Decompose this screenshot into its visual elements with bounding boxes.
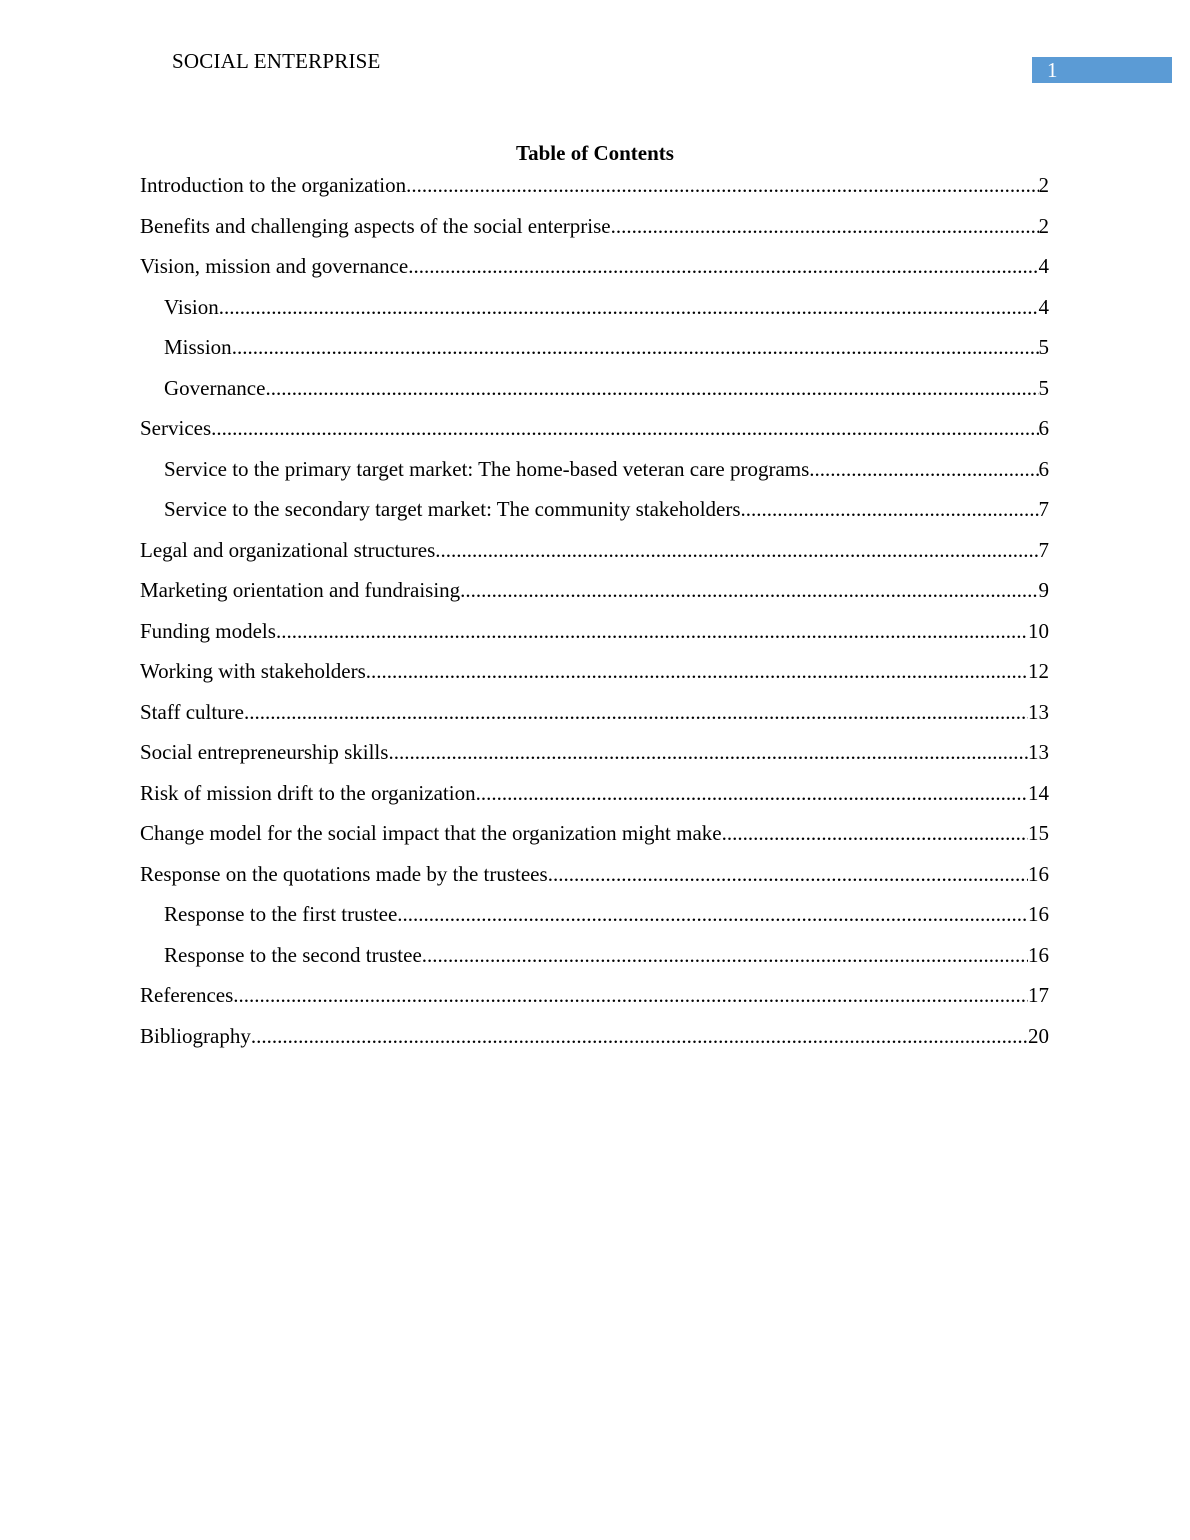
- toc-leader-dots: [611, 212, 1039, 240]
- toc-entry-page: 7: [1038, 537, 1049, 562]
- toc-leader-dots: [406, 171, 1038, 199]
- toc-entry[interactable]: [140, 819, 1049, 860]
- toc-leader-dots: [422, 941, 1028, 969]
- toc-entry-label: Vision: [164, 294, 219, 319]
- toc-entry[interactable]: [140, 698, 1049, 739]
- page-number-badge: [1032, 57, 1172, 83]
- toc-leader-dots: [397, 900, 1028, 928]
- toc-leader-dots: [211, 414, 1038, 442]
- toc-entry-label: Legal and organizational structures: [140, 537, 436, 562]
- toc-entry-page: 13: [1028, 740, 1049, 764]
- toc-entry[interactable]: [140, 333, 1049, 374]
- toc-entry-label: Response on the quotations made by the trustees: [140, 861, 548, 886]
- toc-leader-dots: [233, 981, 1028, 1009]
- toc-entry-page: 9: [1038, 578, 1049, 602]
- toc-entry-page: 14: [1028, 780, 1049, 805]
- toc-leader-dots: [366, 657, 1028, 685]
- toc-entry-page: 12: [1028, 659, 1049, 683]
- toc-entry-label: Change model for the social impact that the organization might make: [140, 821, 722, 845]
- toc-leader-dots: [548, 860, 1028, 888]
- toc-entry[interactable]: [140, 900, 1049, 941]
- toc-entry-page: 16: [1028, 902, 1049, 926]
- toc-entry[interactable]: [140, 293, 1049, 334]
- toc-entry[interactable]: [140, 536, 1049, 577]
- toc-entry[interactable]: [140, 860, 1049, 901]
- toc-entry-label: Introduction to the organization: [140, 173, 407, 197]
- toc-leader-dots: [244, 698, 1028, 726]
- toc-entry-label: Response to the first trustee: [164, 902, 398, 926]
- running-head: SOCIAL ENTERPRISE: [172, 49, 381, 73]
- toc-entry-page: 15: [1028, 821, 1049, 845]
- toc-entry-label: Funding models: [140, 618, 276, 643]
- toc-entry-label: References: [140, 983, 234, 1007]
- toc-leader-dots: [276, 617, 1028, 645]
- toc-leader-dots: [251, 1022, 1028, 1050]
- toc-entry-label: Vision, mission and governance: [140, 254, 409, 278]
- toc-entry-label: Social entrepreneurship skills: [140, 740, 389, 764]
- toc-title: Table of Contents: [516, 141, 674, 165]
- toc-entry-page: 6: [1038, 416, 1049, 440]
- table-of-contents: [140, 171, 1049, 1062]
- toc-entry-page: 5: [1038, 335, 1049, 359]
- toc-leader-dots: [219, 293, 1039, 321]
- toc-entry-page: 2: [1038, 213, 1049, 238]
- toc-entry-label: Service to the primary target market: The home-based veteran care programs: [164, 456, 810, 481]
- toc-entry-label: Services: [140, 416, 212, 440]
- toc-entry[interactable]: [140, 171, 1049, 212]
- toc-entry-label: Benefits and challenging aspects of the social enterprise: [140, 213, 611, 238]
- toc-entry-page: 16: [1028, 861, 1049, 886]
- toc-entry[interactable]: [140, 455, 1049, 496]
- toc-entry[interactable]: [140, 779, 1049, 820]
- toc-entry-label: Mission: [164, 335, 232, 359]
- toc-leader-dots: [388, 738, 1028, 766]
- toc-entry[interactable]: [140, 738, 1049, 779]
- toc-entry[interactable]: [140, 252, 1049, 293]
- toc-entry-page: 13: [1028, 699, 1049, 724]
- toc-entry-page: 6: [1038, 456, 1049, 481]
- toc-entry[interactable]: [140, 212, 1049, 253]
- toc-leader-dots: [741, 495, 1039, 523]
- toc-entry-label: Response to the second trustee: [164, 942, 422, 967]
- toc-leader-dots: [408, 252, 1038, 280]
- toc-entry-page: 17: [1028, 983, 1049, 1007]
- toc-leader-dots: [476, 779, 1028, 807]
- toc-entry-page: 7: [1038, 497, 1049, 521]
- toc-leader-dots: [722, 819, 1028, 847]
- toc-entry[interactable]: [140, 657, 1049, 698]
- toc-leader-dots: [265, 374, 1038, 402]
- toc-entry[interactable]: [140, 617, 1049, 658]
- toc-entry-page: 16: [1028, 942, 1049, 967]
- toc-entry[interactable]: [140, 1022, 1049, 1063]
- toc-entry-page: 2: [1038, 173, 1049, 197]
- toc-entry-page: 5: [1038, 375, 1049, 400]
- toc-leader-dots: [232, 333, 1039, 361]
- toc-entry[interactable]: [140, 414, 1049, 455]
- toc-entry-label: Risk of mission drift to the organization: [140, 780, 476, 805]
- page-number: 1: [1047, 58, 1058, 82]
- toc-entry-page: 4: [1038, 294, 1049, 319]
- toc-entry[interactable]: [140, 576, 1049, 617]
- toc-leader-dots: [435, 536, 1038, 564]
- toc-entry-label: Marketing orientation and fundraising: [140, 578, 461, 602]
- toc-entry-page: 4: [1038, 254, 1049, 278]
- toc-entry-page: 20: [1028, 1023, 1049, 1048]
- toc-entry-label: Working with stakeholders: [140, 659, 366, 683]
- toc-leader-dots: [460, 576, 1038, 604]
- toc-entry[interactable]: [140, 495, 1049, 536]
- toc-entry-label: Bibliography: [140, 1023, 251, 1048]
- toc-entry[interactable]: [140, 941, 1049, 982]
- toc-entry[interactable]: [140, 981, 1049, 1022]
- toc-entry-label: Service to the secondary target market: The community stakeholders: [164, 497, 741, 521]
- toc-entry[interactable]: [140, 374, 1049, 415]
- toc-leader-dots: [809, 455, 1038, 483]
- toc-entry-label: Staff culture: [140, 699, 244, 724]
- toc-entry-page: 10: [1028, 618, 1049, 643]
- toc-entry-label: Governance: [164, 375, 266, 400]
